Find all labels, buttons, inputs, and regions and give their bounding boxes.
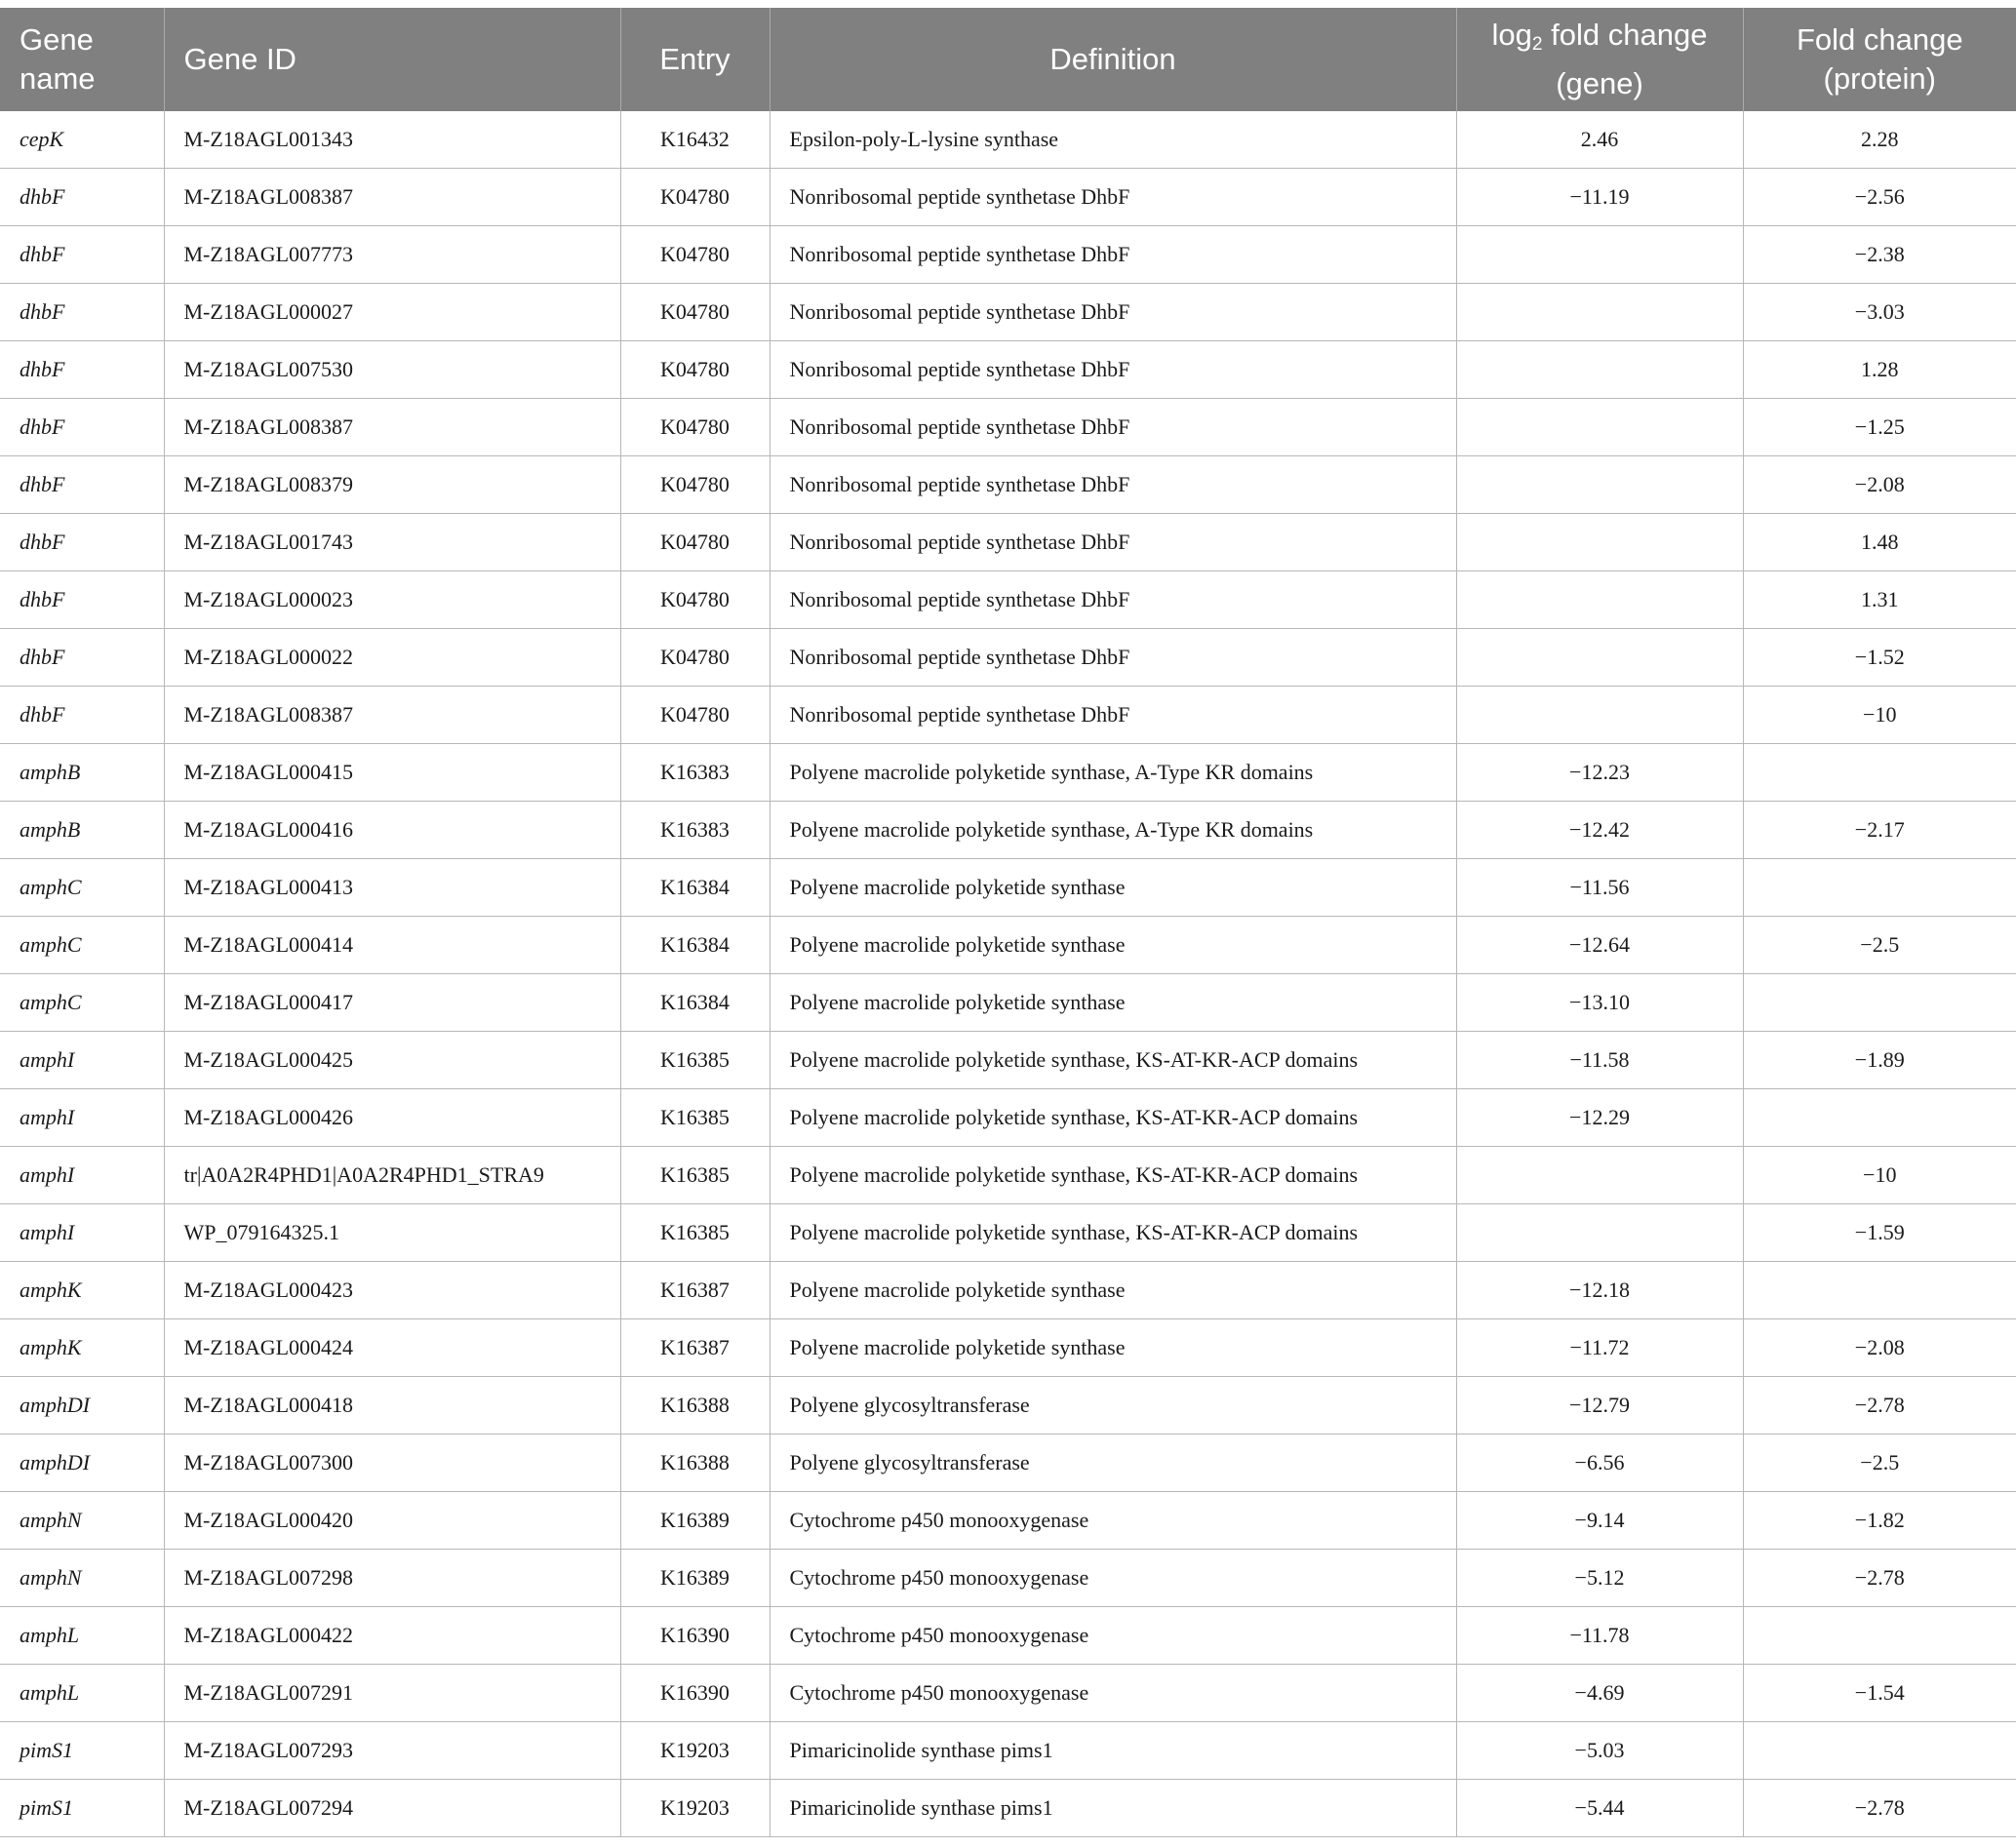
cell-fold-change-protein: −1.59 (1743, 1204, 2016, 1262)
table-header (0, 8, 2016, 111)
cell-gene-name: dhbF (0, 169, 164, 226)
table-row (0, 974, 2016, 1032)
table-row (0, 1262, 2016, 1319)
cell-gene-name: amphN (0, 1550, 164, 1607)
cell-gene-id: M-Z18AGL007300 (164, 1435, 620, 1492)
cell-gene-id: M-Z18AGL008387 (164, 169, 620, 226)
cell-log2-fold-change: −5.12 (1456, 1550, 1743, 1607)
cell-fold-change-protein (1743, 1089, 2016, 1147)
cell-fold-change-protein (1743, 744, 2016, 802)
cell-entry: K04780 (620, 226, 770, 284)
cell-log2-fold-change: −11.58 (1456, 1032, 1743, 1089)
header-log2-subscript: 2 (1531, 33, 1543, 55)
table-body (0, 111, 2016, 1837)
table-row (0, 1032, 2016, 1089)
cell-definition: Nonribosomal peptide synthetase DhbF (770, 629, 1456, 687)
table-row (0, 1665, 2016, 1722)
table-row (0, 571, 2016, 629)
cell-fold-change-protein: 2.28 (1743, 111, 2016, 169)
cell-log2-fold-change: −12.23 (1456, 744, 1743, 802)
cell-definition: Polyene macrolide polyketide synthase, KS-AT-KR-ACP domains (770, 1032, 1456, 1089)
cell-gene-name: amphB (0, 744, 164, 802)
cell-definition: Polyene macrolide polyketide synthase (770, 974, 1456, 1032)
cell-log2-fold-change: −13.10 (1456, 974, 1743, 1032)
header-gene-id: Gene ID (164, 8, 620, 111)
cell-log2-fold-change (1456, 284, 1743, 341)
cell-entry: K16384 (620, 859, 770, 917)
header-log2-text: log (1491, 18, 1532, 53)
cell-log2-fold-change: −6.56 (1456, 1435, 1743, 1492)
cell-gene-id: M-Z18AGL007293 (164, 1722, 620, 1780)
cell-gene-name: dhbF (0, 341, 164, 399)
cell-entry: K04780 (620, 341, 770, 399)
header-protein-text: (protein) (1823, 61, 1936, 96)
cell-entry: K16388 (620, 1377, 770, 1435)
cell-gene-name: amphI (0, 1147, 164, 1204)
cell-gene-id: M-Z18AGL000415 (164, 744, 620, 802)
table-row (0, 1550, 2016, 1607)
header-log2-fold-change (1456, 8, 1743, 111)
cell-gene-name: amphK (0, 1262, 164, 1319)
cell-gene-id: M-Z18AGL007773 (164, 226, 620, 284)
cell-entry: K16389 (620, 1550, 770, 1607)
cell-definition: Nonribosomal peptide synthetase DhbF (770, 687, 1456, 744)
cell-gene-name: amphB (0, 802, 164, 859)
cell-log2-fold-change: −12.42 (1456, 802, 1743, 859)
cell-definition: Nonribosomal peptide synthetase DhbF (770, 226, 1456, 284)
cell-log2-fold-change (1456, 1147, 1743, 1204)
cell-definition: Polyene macrolide polyketide synthase, KS-AT-KR-ACP domains (770, 1089, 1456, 1147)
cell-definition: Polyene macrolide polyketide synthase (770, 1319, 1456, 1377)
table-row (0, 802, 2016, 859)
cell-fold-change-protein: −2.78 (1743, 1780, 2016, 1837)
table-row (0, 284, 2016, 341)
cell-gene-name: amphI (0, 1204, 164, 1262)
cell-definition: Nonribosomal peptide synthetase DhbF (770, 571, 1456, 629)
table-row (0, 1607, 2016, 1665)
cell-gene-name: dhbF (0, 687, 164, 744)
cell-fold-change-protein: −1.54 (1743, 1665, 2016, 1722)
cell-fold-change-protein: −1.89 (1743, 1032, 2016, 1089)
cell-gene-name: dhbF (0, 629, 164, 687)
cell-log2-fold-change: −9.14 (1456, 1492, 1743, 1550)
cell-definition: Polyene macrolide polyketide synthase, A-Type KR domains (770, 802, 1456, 859)
cell-gene-name: dhbF (0, 571, 164, 629)
header-gene-name: Gene name (0, 8, 164, 111)
table-row (0, 1089, 2016, 1147)
cell-gene-id: WP_079164325.1 (164, 1204, 620, 1262)
cell-gene-id: M-Z18AGL007294 (164, 1780, 620, 1837)
cell-entry: K04780 (620, 571, 770, 629)
cell-fold-change-protein (1743, 859, 2016, 917)
cell-gene-name: amphC (0, 917, 164, 974)
cell-log2-fold-change (1456, 226, 1743, 284)
cell-fold-change-protein (1743, 1607, 2016, 1665)
cell-definition: Nonribosomal peptide synthetase DhbF (770, 284, 1456, 341)
cell-log2-fold-change (1456, 514, 1743, 571)
cell-fold-change-protein: −2.38 (1743, 226, 2016, 284)
table-row (0, 687, 2016, 744)
cell-gene-id: M-Z18AGL001343 (164, 111, 620, 169)
cell-gene-name: dhbF (0, 226, 164, 284)
table-row (0, 456, 2016, 514)
cell-definition: Polyene macrolide polyketide synthase (770, 917, 1456, 974)
cell-fold-change-protein: −2.5 (1743, 917, 2016, 974)
cell-gene-name: amphC (0, 859, 164, 917)
cell-log2-fold-change: −12.79 (1456, 1377, 1743, 1435)
cell-entry: K16387 (620, 1319, 770, 1377)
cell-entry: K16384 (620, 974, 770, 1032)
table-row (0, 1492, 2016, 1550)
cell-log2-fold-change (1456, 1204, 1743, 1262)
cell-fold-change-protein: −10 (1743, 687, 2016, 744)
cell-gene-name: dhbF (0, 514, 164, 571)
cell-fold-change-protein: −1.25 (1743, 399, 2016, 456)
header-log2-fold-change-text: fold change (1542, 18, 1708, 53)
cell-definition: Polyene macrolide polyketide synthase, KS-AT-KR-ACP domains (770, 1204, 1456, 1262)
cell-entry: K04780 (620, 629, 770, 687)
cell-log2-fold-change (1456, 687, 1743, 744)
cell-entry: K04780 (620, 399, 770, 456)
table-row (0, 1147, 2016, 1204)
cell-gene-id: M-Z18AGL000027 (164, 284, 620, 341)
cell-gene-id: M-Z18AGL008387 (164, 399, 620, 456)
cell-gene-name: amphL (0, 1607, 164, 1665)
cell-definition: Nonribosomal peptide synthetase DhbF (770, 169, 1456, 226)
header-row (0, 8, 2016, 111)
cell-definition: Polyene macrolide polyketide synthase (770, 859, 1456, 917)
cell-entry: K04780 (620, 169, 770, 226)
cell-definition: Polyene macrolide polyketide synthase (770, 1262, 1456, 1319)
cell-entry: K16387 (620, 1262, 770, 1319)
cell-definition: Pimaricinolide synthase pims1 (770, 1722, 1456, 1780)
cell-log2-fold-change: −12.64 (1456, 917, 1743, 974)
cell-log2-fold-change (1456, 571, 1743, 629)
cell-gene-name: pimS1 (0, 1722, 164, 1780)
table-row (0, 111, 2016, 169)
table-row (0, 1377, 2016, 1435)
cell-fold-change-protein: 1.28 (1743, 341, 2016, 399)
cell-entry: K04780 (620, 456, 770, 514)
header-fold-change-protein (1743, 8, 2016, 111)
cell-gene-name: amphI (0, 1032, 164, 1089)
cell-definition: Polyene glycosyltransferase (770, 1377, 1456, 1435)
cell-gene-name: amphK (0, 1319, 164, 1377)
cell-gene-id: M-Z18AGL000413 (164, 859, 620, 917)
cell-entry: K04780 (620, 687, 770, 744)
cell-log2-fold-change: −4.69 (1456, 1665, 1743, 1722)
table-row (0, 1319, 2016, 1377)
cell-gene-id: M-Z18AGL000417 (164, 974, 620, 1032)
header-fold-change-text: Fold change (1796, 22, 1963, 57)
cell-gene-id: M-Z18AGL000422 (164, 1607, 620, 1665)
cell-definition: Nonribosomal peptide synthetase DhbF (770, 456, 1456, 514)
cell-entry: K16385 (620, 1032, 770, 1089)
cell-log2-fold-change: −5.03 (1456, 1722, 1743, 1780)
table-row (0, 226, 2016, 284)
table-row (0, 399, 2016, 456)
table-row (0, 1780, 2016, 1837)
table-row (0, 1722, 2016, 1780)
cell-log2-fold-change: −12.29 (1456, 1089, 1743, 1147)
cell-entry: K04780 (620, 284, 770, 341)
cell-log2-fold-change: −11.56 (1456, 859, 1743, 917)
cell-definition: Nonribosomal peptide synthetase DhbF (770, 399, 1456, 456)
cell-definition: Nonribosomal peptide synthetase DhbF (770, 514, 1456, 571)
header-definition: Definition (770, 8, 1456, 111)
table-row (0, 341, 2016, 399)
cell-fold-change-protein: 1.48 (1743, 514, 2016, 571)
cell-fold-change-protein: −2.17 (1743, 802, 2016, 859)
cell-gene-name: amphL (0, 1665, 164, 1722)
cell-gene-id: M-Z18AGL008379 (164, 456, 620, 514)
cell-entry: K16385 (620, 1204, 770, 1262)
cell-fold-change-protein: −10 (1743, 1147, 2016, 1204)
cell-log2-fold-change: −5.44 (1456, 1780, 1743, 1837)
cell-definition: Polyene glycosyltransferase (770, 1435, 1456, 1492)
cell-definition: Cytochrome p450 monooxygenase (770, 1550, 1456, 1607)
cell-gene-id: M-Z18AGL000420 (164, 1492, 620, 1550)
cell-definition: Cytochrome p450 monooxygenase (770, 1607, 1456, 1665)
cell-log2-fold-change (1456, 456, 1743, 514)
cell-fold-change-protein: −1.82 (1743, 1492, 2016, 1550)
cell-definition: Polyene macrolide polyketide synthase, KS-AT-KR-ACP domains (770, 1147, 1456, 1204)
cell-gene-name: dhbF (0, 399, 164, 456)
cell-gene-id: M-Z18AGL000418 (164, 1377, 620, 1435)
cell-gene-name: amphDI (0, 1435, 164, 1492)
cell-entry: K19203 (620, 1780, 770, 1837)
cell-gene-id: M-Z18AGL000426 (164, 1089, 620, 1147)
cell-gene-name: amphDI (0, 1377, 164, 1435)
cell-definition: Cytochrome p450 monooxygenase (770, 1492, 1456, 1550)
cell-log2-fold-change (1456, 399, 1743, 456)
cell-log2-fold-change (1456, 629, 1743, 687)
cell-gene-id: M-Z18AGL000022 (164, 629, 620, 687)
table-row (0, 514, 2016, 571)
table-row (0, 917, 2016, 974)
cell-gene-id: M-Z18AGL008387 (164, 687, 620, 744)
cell-definition: Pimaricinolide synthase pims1 (770, 1780, 1456, 1837)
cell-fold-change-protein: 1.31 (1743, 571, 2016, 629)
cell-gene-name: amphN (0, 1492, 164, 1550)
cell-definition: Polyene macrolide polyketide synthase, A-Type KR domains (770, 744, 1456, 802)
cell-entry: K16388 (620, 1435, 770, 1492)
cell-entry: K16390 (620, 1607, 770, 1665)
cell-gene-id: M-Z18AGL007298 (164, 1550, 620, 1607)
cell-gene-id: M-Z18AGL000424 (164, 1319, 620, 1377)
table-row (0, 859, 2016, 917)
cell-gene-id: M-Z18AGL000425 (164, 1032, 620, 1089)
table-row (0, 1435, 2016, 1492)
cell-entry: K16383 (620, 802, 770, 859)
table-row (0, 1204, 2016, 1262)
table-row (0, 629, 2016, 687)
gene-expression-table (0, 8, 2016, 1837)
cell-definition: Cytochrome p450 monooxygenase (770, 1665, 1456, 1722)
cell-gene-id: M-Z18AGL000414 (164, 917, 620, 974)
cell-gene-name: amphC (0, 974, 164, 1032)
table-row (0, 744, 2016, 802)
cell-gene-id: M-Z18AGL007291 (164, 1665, 620, 1722)
data-table-container (0, 8, 2016, 1837)
cell-gene-id: M-Z18AGL007530 (164, 341, 620, 399)
cell-fold-change-protein: −2.08 (1743, 456, 2016, 514)
cell-gene-id: M-Z18AGL001743 (164, 514, 620, 571)
cell-fold-change-protein: −2.08 (1743, 1319, 2016, 1377)
cell-definition: Nonribosomal peptide synthetase DhbF (770, 341, 1456, 399)
cell-gene-name: pimS1 (0, 1780, 164, 1837)
cell-entry: K16383 (620, 744, 770, 802)
cell-fold-change-protein: −2.78 (1743, 1550, 2016, 1607)
cell-entry: K16432 (620, 111, 770, 169)
cell-fold-change-protein (1743, 1722, 2016, 1780)
cell-fold-change-protein: −2.5 (1743, 1435, 2016, 1492)
header-log2-gene-text: (gene) (1556, 65, 1643, 100)
cell-entry: K16384 (620, 917, 770, 974)
cell-fold-change-protein (1743, 974, 2016, 1032)
cell-gene-id: M-Z18AGL000023 (164, 571, 620, 629)
cell-gene-name: amphI (0, 1089, 164, 1147)
header-entry: Entry (620, 8, 770, 111)
cell-entry: K04780 (620, 514, 770, 571)
cell-definition: Epsilon-poly-L-lysine synthase (770, 111, 1456, 169)
cell-gene-id: M-Z18AGL000423 (164, 1262, 620, 1319)
cell-gene-id: tr|A0A2R4PHD1|A0A2R4PHD1_STRA9 (164, 1147, 620, 1204)
cell-fold-change-protein (1743, 1262, 2016, 1319)
cell-entry: K16390 (620, 1665, 770, 1722)
cell-log2-fold-change: −11.19 (1456, 169, 1743, 226)
cell-fold-change-protein: −2.78 (1743, 1377, 2016, 1435)
cell-log2-fold-change: 2.46 (1456, 111, 1743, 169)
cell-gene-name: dhbF (0, 284, 164, 341)
cell-gene-name: dhbF (0, 456, 164, 514)
table-row (0, 169, 2016, 226)
cell-log2-fold-change (1456, 341, 1743, 399)
cell-fold-change-protein: −1.52 (1743, 629, 2016, 687)
cell-entry: K19203 (620, 1722, 770, 1780)
cell-log2-fold-change: −11.78 (1456, 1607, 1743, 1665)
cell-entry: K16389 (620, 1492, 770, 1550)
cell-log2-fold-change: −12.18 (1456, 1262, 1743, 1319)
cell-entry: K16385 (620, 1147, 770, 1204)
cell-entry: K16385 (620, 1089, 770, 1147)
cell-log2-fold-change: −11.72 (1456, 1319, 1743, 1377)
cell-fold-change-protein: −2.56 (1743, 169, 2016, 226)
cell-fold-change-protein: −3.03 (1743, 284, 2016, 341)
cell-gene-id: M-Z18AGL000416 (164, 802, 620, 859)
cell-gene-name: cepK (0, 111, 164, 169)
